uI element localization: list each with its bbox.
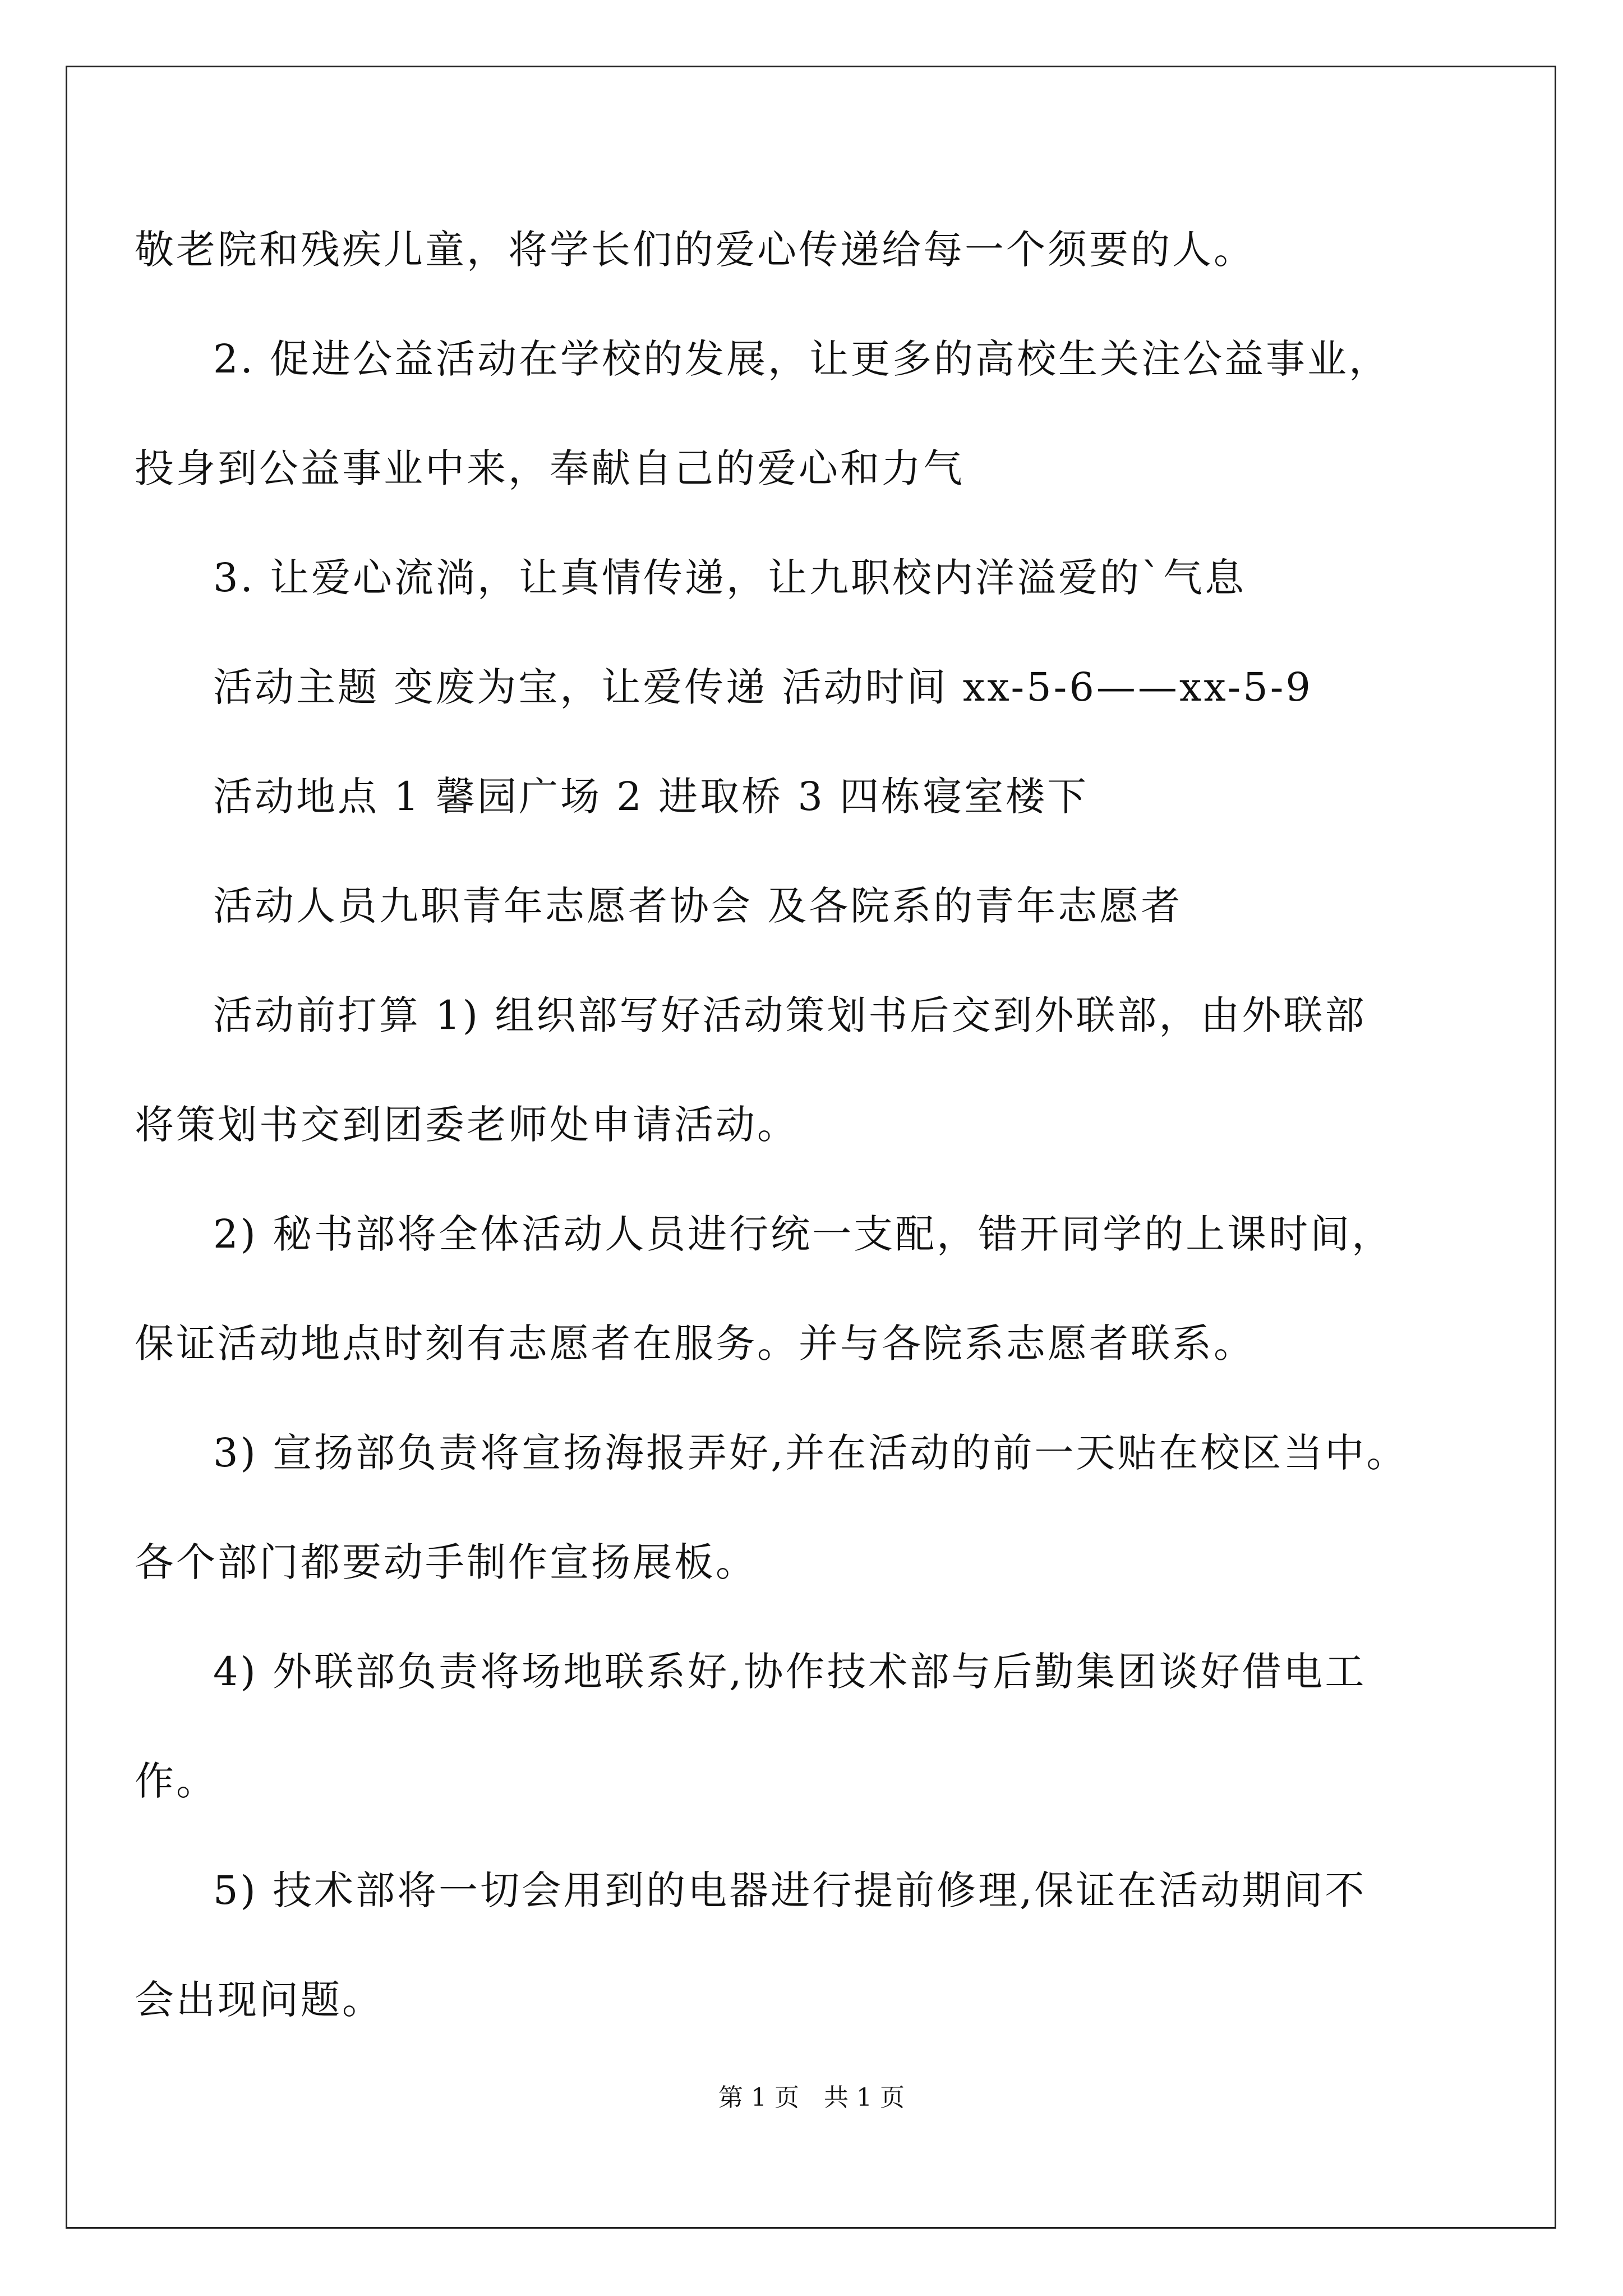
page-footer: 第 1 页 共 1 页 bbox=[718, 2083, 905, 2112]
paragraph-line: 5) 技术部将一切会用到的电器进行提前修理,保证在活动期间不 bbox=[213, 1867, 1367, 1913]
paragraph-line: 2. 促进公益活动在学校的发展，让更多的高校生关注公益事业， bbox=[213, 336, 1391, 382]
paragraph-line: 敬老院和残疾儿童，将学长们的爱心传递给每一个须要的人。 bbox=[135, 227, 1255, 273]
paragraph-line: 投身到公益事业中来，奉献自己的爱心和力气 bbox=[135, 445, 965, 491]
paragraph-line: 会出现问题。 bbox=[135, 1977, 384, 2023]
paragraph-line: 作。 bbox=[135, 1758, 218, 1804]
paragraph-line: 活动人员九职青年志愿者协会 及各院系的青年志愿者 bbox=[213, 883, 1183, 929]
paragraph-line: 各个部门都要动手制作宣扬展板。 bbox=[135, 1539, 757, 1585]
paragraph-line: 活动地点 1 馨园广场 2 进取桥 3 四栋寝室楼下 bbox=[213, 774, 1089, 820]
paragraph-line: 活动主题 变废为宝，让爱传递 活动时间 xx-5-6——xx-5-9 bbox=[213, 664, 1313, 710]
paragraph-line: 活动前打算 1) 组织部写好活动策划书后交到外联部，由外联部 bbox=[213, 992, 1367, 1038]
paragraph-line: 2) 秘书部将全体活动人员进行统一支配，错开同学的上课时间， bbox=[213, 1211, 1394, 1257]
paragraph-line: 4) 外联部负责将场地联系好,协作技术部与后勤集团谈好借电工 bbox=[213, 1649, 1367, 1695]
paragraph-line: 将策划书交到团委老师处申请活动。 bbox=[135, 1102, 799, 1148]
paragraph-line: 3. 让爱心流淌，让真情传递，让九职校内洋溢爱的`气息 bbox=[213, 555, 1247, 601]
paragraph-line: 保证活动地点时刻有志愿者在服务。并与各院系志愿者联系。 bbox=[135, 1320, 1255, 1366]
paragraph-line: 3) 宣扬部负责将宣扬海报弄好,并在活动的前一天贴在校区当中。 bbox=[213, 1430, 1408, 1476]
